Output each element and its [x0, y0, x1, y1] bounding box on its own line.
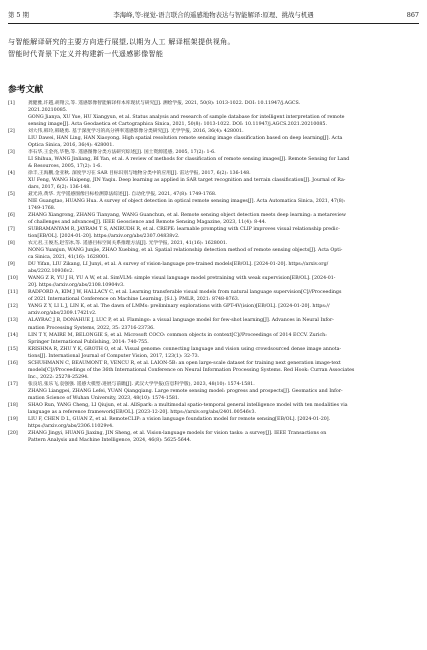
- reference-line: SHAO Run, YANG Cheng, LI Qiujun, et al. AllSpark: a multimodal spatio-temporal general intelligence model with ten modalities via: [28, 402, 348, 408]
- reference-item: [8, 191, 419, 212]
- reference-line: of 2021 International Conference on Machine Learning. [S.l.]: PMLR, 2021: 8748-8763.: [28, 297, 240, 303]
- reference-line: 2021.20210085.: [28, 108, 68, 114]
- reference-item: [8, 226, 419, 240]
- reference-text: [28, 191, 419, 212]
- reference-text: [28, 303, 419, 317]
- reference-line: YANG Z Y, LI L J, LIN K, et al. The dawn of LMMs: preliminary explorations with GPT-4V(ision)[EB/OL]. [2024-01-20]. https://: [28, 304, 330, 310]
- reference-text: [28, 332, 419, 346]
- reference-text: [28, 430, 419, 444]
- reference-line: ZHANG Xiangrong, ZHANG Tianyang, WANG Guanchun, et al. Remote sensing object detection meets deep learning: a metareview: [28, 213, 346, 219]
- references-heading: 参考文献: [8, 85, 44, 95]
- reference-line: dars, 2017, 6(2): 136-148.: [28, 185, 91, 191]
- reference-line: SCHUHMANN C, BEAUMONT R, VENCU R, et al. LAION-5B: an open large-scale dataset for training next generation image-text: [28, 360, 341, 366]
- intro-line: 智能时代背景下定义并构建新一代遥感影像智能: [8, 49, 164, 58]
- reference-line: Inc., 2022: 25278-25294.: [28, 374, 89, 380]
- reference-number: [11]: [8, 290, 18, 296]
- reference-text: [28, 381, 419, 402]
- reference-line: ZHANG Liangpei, ZHANG Lefei, YUAN Qiangqiang. Large remote sensing model: progress and prospects[J]. Geomatics and Infor-: [28, 388, 343, 394]
- reference-line: XU Feng, WANG Haipeng, JIN Yaqiu. Deep learning as applied in SAR target recognition and terrain classification[J]. Journal of Ra-: [28, 178, 346, 184]
- reference-item: [8, 332, 419, 346]
- reference-text: [28, 128, 419, 149]
- reference-item: [8, 430, 419, 444]
- reference-line: mation Processing Systems, 2022, 35: 23716-23736.: [28, 325, 155, 331]
- page-number: 867: [406, 11, 419, 19]
- reference-item: [8, 289, 419, 303]
- reference-item: [8, 128, 419, 149]
- reference-text: [28, 317, 419, 331]
- reference-number: [16]: [8, 360, 18, 366]
- reference-line: LIN T Y, MAIRE M, BELONGIE S, et al. Microsoft COCO: common objects in context[C]//Proceedings of 2014 ECCV. Zurich:: [28, 332, 327, 338]
- issue-number: 第 5 期: [8, 11, 29, 19]
- reference-number: [4]: [8, 171, 15, 177]
- reference-line: abs/2202.10936v2.: [28, 269, 74, 275]
- reference-line: SUBRAMANYAM R, JAYRAM T S, ANIRUDH R, et al. CREPE: learnable prompting with CLIP improves visual relationship predic-: [28, 227, 340, 233]
- reference-line: ALAYRAC J B, DONAHUE J, LUC P, et al. Flamingo: a visual language model for few-shot learning[J]. Advances in Neural Infor-: [28, 318, 334, 324]
- reference-number: [5]: [8, 192, 15, 198]
- reference-line: & Resources, 2005, 17(2): 1-6.: [28, 164, 102, 170]
- reference-line: 张良培,张乐飞,袁强强. 遥感大模型:进展与前瞻[J]. 武汉大学学报(信息科学版), 2023, 48(10): 1574-1581.: [28, 381, 255, 387]
- reference-number: [15]: [8, 346, 18, 352]
- reference-number: [2]: [8, 129, 15, 135]
- reference-item: [8, 149, 419, 170]
- reference-number: [12]: [8, 304, 18, 310]
- reference-item: [8, 381, 419, 402]
- reference-number: [17]: [8, 381, 18, 387]
- reference-line: NONG Yuanjun, WANG Junjie, ZHAO Xuebing, et al. Spatial relationship detection method of remote sensing objects[J]. Acta Opti-: [28, 248, 343, 254]
- reference-line: LI Shihua, WANG Jinliang, BI Yan, et al. A review of methods for classification of remote sensing images[J]. Remote Sensing for Land: [28, 157, 350, 163]
- reference-line: https://arxiv.org/abs/2306.11029v4.: [28, 423, 114, 429]
- reference-item: [8, 100, 419, 128]
- reference-text: [28, 346, 419, 360]
- reference-line: mation Science of Wuhan University, 2023, 48(10): 1574-1581.: [28, 395, 180, 401]
- reference-line: LIU F, CHEN D L, GUAN Z, et al. RemoteCLIP: a vision language foundation model for remote sensing[EB/OL]. [2024-01-20].: [28, 416, 331, 422]
- reference-line: Springer International Publishing, 2014: 740-755.: [28, 339, 149, 345]
- reference-text: [28, 100, 419, 128]
- reference-line: 龚健雅,许越,胡翔云,等. 遥感影像智能解译样本库现状与研究[J]. 测绘学报, 2021, 50(8): 1013-1022. DOI: 10.11947/j.AGCS.: [28, 101, 301, 106]
- reference-number: [18]: [8, 402, 18, 408]
- reference-item: [8, 170, 419, 191]
- page-header: [8, 9, 419, 24]
- reference-item: [8, 317, 419, 331]
- reference-text: [28, 360, 419, 381]
- reference-number: [8]: [8, 241, 15, 247]
- running-title: 李海峰,等:视觉-语言联合的遥感地物表达与智能解译:原理、挑战与机遇: [113, 11, 314, 19]
- reference-text: [28, 402, 419, 416]
- reference-line: sensing image[J]. Acta Geodaetica et Cartographica Sinica, 2021, 50(8): 1013-1022. DOI: 10.11947/j.AGCS.2021.20210085.: [28, 122, 327, 128]
- reference-line: 聂光涛,黄华. 光学遥感图像目标检测算法综述[J]. 自动化学报, 2021, 47(8): 1749-1768.: [28, 192, 217, 198]
- reference-line: RADFORD A, KIM J W, HALLACY C, et al. Learning transferable visual models from natural language supervision[C]//Proceedings: [28, 290, 342, 296]
- reference-item: [8, 360, 419, 381]
- reference-text: [28, 170, 419, 191]
- reference-text: [28, 289, 419, 303]
- reference-number: [3]: [8, 150, 15, 156]
- reference-item: [8, 402, 419, 416]
- reference-item: [8, 416, 419, 430]
- reference-text: [28, 149, 419, 170]
- reference-list: [8, 100, 419, 444]
- reference-item: [8, 275, 419, 289]
- reference-line: models[C]//Proceedings of the 36th International Conference on Neural Information Processing Systems. Red Hook: Curran Associates: [28, 367, 355, 373]
- intro-line: 与智能解译研究的主要方向进行展望,以期为人工 解译框架提供视角。: [8, 37, 235, 46]
- reference-number: [10]: [8, 276, 18, 282]
- reference-text: [28, 261, 419, 275]
- reference-item: [8, 240, 419, 261]
- reference-item: [8, 261, 419, 275]
- reference-line: KRISHNA R, ZHU Y K, GROTH O, et al. Visual genome: connecting language and vision using crowdsourced dense image annota-: [28, 346, 342, 352]
- reference-item: [8, 346, 419, 360]
- reference-line: tion[EB/OL]. [2024-01-20]. https://arxiv.org/abs/2307.04838v2.: [28, 234, 180, 240]
- reference-number: [19]: [8, 416, 18, 422]
- reference-line: Pattern Analysis and Machine Intelligence, 2024, 46(8): 5625-5644.: [28, 437, 192, 443]
- reference-line: 农元君,王俊杰,赵雪冰,等. 遥感目标空间关系推理方法[J]. 光学学报, 2021, 41(16): 1628001.: [28, 241, 228, 247]
- reference-line: tions[J]. International Journal of Computer Vision, 2017, 123(1): 32-73.: [28, 353, 200, 359]
- reference-number: [14]: [8, 332, 18, 338]
- reference-line: NIE Guangtao, HUANG Hua. A survey of object detection in optical remote sensing images[J]. Acta Automatica Sinica, 2021, 47(8):: [28, 199, 346, 205]
- reference-number: [1]: [8, 101, 15, 106]
- reference-line: 徐丰,王海鹏,金亚秋. 深度学习在 SAR 目标识别与地物分类中的应用[J]. 雷达学报, 2017, 6(2): 136-148.: [28, 171, 251, 177]
- reference-text: [28, 212, 419, 226]
- reference-text: [28, 416, 419, 430]
- reference-text: [28, 240, 419, 261]
- reference-line: of challenges and advances[J]. IEEE Geoscience and Remote Sensing Magazine, 2023, 11(4): 8-44.: [28, 220, 267, 226]
- reference-line: WANG Z R, YU J H, YU A W, et al. SimVLM: simple visual language model pretraining with weak supervision[EB/OL]. [2024-01-: [28, 276, 336, 282]
- reference-line: GONG Jianya, XU Yue, HU Xiangyun, et al. Status analysis and research of sample database for intelligent interpretation of remote: [28, 115, 345, 121]
- reference-number: [9]: [8, 262, 15, 268]
- reference-number: [7]: [8, 227, 15, 233]
- reference-line: arxiv.org/abs/2309.17421v2.: [28, 311, 97, 317]
- reference-line: 20]. https://arxiv.org/abs/2108.10904v3.: [28, 283, 125, 289]
- reference-line: 李石华,王金亮,毕艳,等. 遥感图像分类方法研究综述[J]. 国土资源遥感, 2005, 17(2): 1-6.: [28, 150, 216, 156]
- reference-line: 1749-1768.: [28, 206, 56, 212]
- reference-line: 刘大伟,韩玲,韩晓勇. 基于深度学习的高分辨率遥感影像分类研究[J]. 光学学报, 2016, 36(4): 428001.: [28, 129, 244, 135]
- reference-text: [28, 226, 419, 240]
- reference-number: [6]: [8, 213, 15, 219]
- reference-line: Optica Sinica, 2016, 36(4): 428001.: [28, 143, 114, 149]
- reference-line: LIU Dawei, HAN Ling, HAN Xiaoyong. High spatial resolution remote sensing image classification based on deep learning[J]. Acta: [28, 136, 343, 142]
- reference-item: [8, 303, 419, 317]
- reference-line: DU Yifan, LIU Zikang, LI Junyi, et al. A survey of vision-language pre-trained models[EB/OL]. [2024-01-20]. https://arxiv.org/: [28, 262, 329, 268]
- reference-line: ZHANG Jingyi, HUANG Jiaxing, JIN Sheng, et al. Vision-language models for vision tasks: a survey[J]. IEEE Transactions on: [28, 430, 327, 436]
- reference-item: [8, 212, 419, 226]
- reference-line: language as a reference framework[EB/OL]. [2023-12-20]. https://arxiv.org/abs/2401.00546v3.: [28, 409, 256, 415]
- reference-line: ca Sinica, 2021, 41(16): 1628001.: [28, 255, 110, 261]
- reference-number: [13]: [8, 318, 18, 324]
- intro-paragraph: [8, 36, 419, 60]
- reference-number: [20]: [8, 430, 18, 436]
- reference-text: [28, 275, 419, 289]
